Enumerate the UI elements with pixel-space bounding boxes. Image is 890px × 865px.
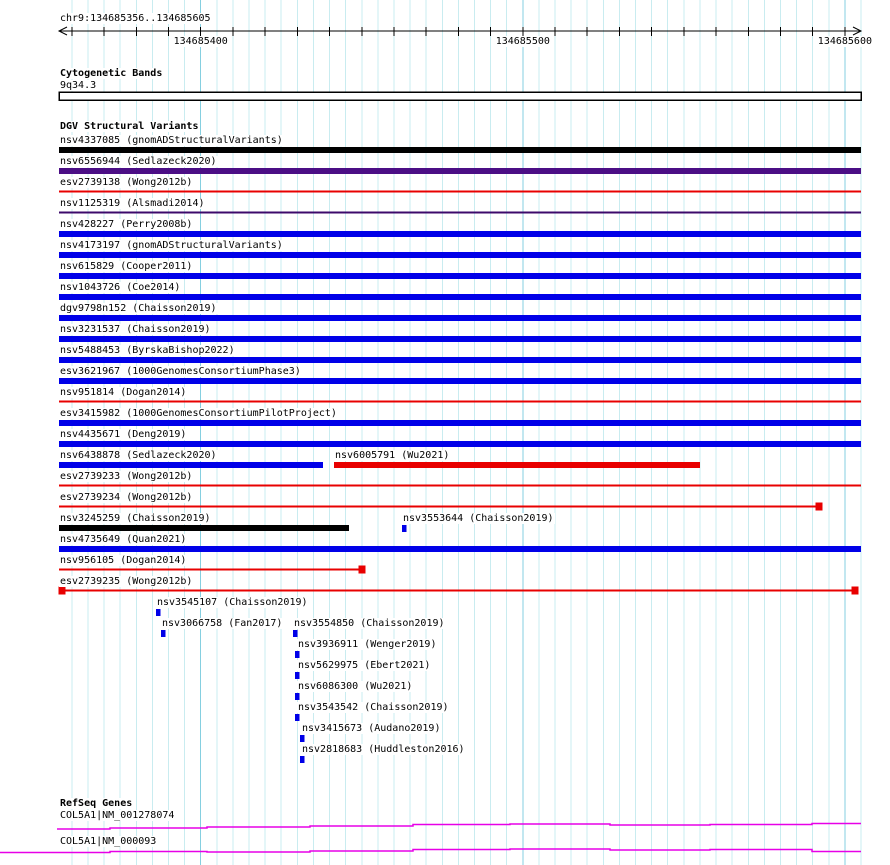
variant-label-nsv4735649: nsv4735649 (Quan2021) bbox=[60, 534, 187, 545]
variant-label-nsv428227: nsv428227 (Perry2008b) bbox=[60, 219, 193, 230]
variant-bar-nsv4735649[interactable] bbox=[59, 546, 861, 552]
variant-bar-nsv6438878[interactable] bbox=[59, 462, 323, 468]
variant-label-esv3621967: esv3621967 (1000GenomesConsortiumPhase3) bbox=[60, 366, 301, 377]
ruler-tick-label-134685600: 134685600 bbox=[817, 36, 872, 47]
variant-bar-nsv428227[interactable] bbox=[59, 231, 861, 237]
variant-label-nsv5488453: nsv5488453 (ByrskaBishop2022) bbox=[60, 345, 235, 356]
variant-bar-nsv4173197[interactable] bbox=[59, 252, 861, 258]
variant-bar-nsv1043726[interactable] bbox=[59, 294, 861, 300]
variant-label-nsv4435671: nsv4435671 (Deng2019) bbox=[60, 429, 187, 440]
variant-label-esv2739138: esv2739138 (Wong2012b) bbox=[60, 177, 193, 188]
variant-label-esv3415982: esv3415982 (1000GenomesConsortiumPilotProject) bbox=[60, 408, 337, 419]
refseq-genes-header: RefSeq Genes bbox=[60, 798, 133, 809]
variant-label-nsv3553644: nsv3553644 (Chaisson2019) bbox=[403, 513, 554, 524]
variant-line-nsv1125319[interactable] bbox=[59, 212, 861, 214]
variant-endcap-esv2739235[interactable] bbox=[852, 587, 859, 595]
variant-label-dgv9798n152: dgv9798n152 (Chaisson2019) bbox=[60, 303, 217, 314]
variant-point-nsv3936911[interactable] bbox=[295, 651, 300, 658]
variant-label-nsv3066758: nsv3066758 (Fan2017) bbox=[162, 618, 283, 629]
ruler-tick-label-134685500: 134685500 bbox=[495, 36, 550, 47]
cytoband-box bbox=[59, 92, 861, 100]
variant-bar-dgv9798n152[interactable] bbox=[59, 315, 861, 321]
variant-startcap-esv2739235[interactable] bbox=[59, 587, 66, 595]
variant-line-esv2739235[interactable] bbox=[62, 590, 855, 592]
variant-line-nsv956105[interactable] bbox=[59, 569, 362, 571]
variant-label-nsv4173197: nsv4173197 (gnomADStructuralVariants) bbox=[60, 240, 283, 251]
variant-label-nsv3543542: nsv3543542 (Chaisson2019) bbox=[298, 702, 449, 713]
variant-label-nsv3545107: nsv3545107 (Chaisson2019) bbox=[157, 597, 308, 608]
variant-label-nsv3936911: nsv3936911 (Wenger2019) bbox=[298, 639, 437, 650]
variant-label-nsv956105: nsv956105 (Dogan2014) bbox=[60, 555, 187, 566]
variant-label-esv2739234: esv2739234 (Wong2012b) bbox=[60, 492, 193, 503]
dgv-structural-variants-header: DGV Structural Variants bbox=[60, 121, 199, 132]
variant-point-nsv3066758[interactable] bbox=[161, 630, 166, 637]
variant-point-nsv3554850[interactable] bbox=[293, 630, 298, 637]
variant-point-nsv6086300[interactable] bbox=[295, 693, 300, 700]
variant-line-nsv951814[interactable] bbox=[59, 401, 861, 403]
variant-label-nsv3231537: nsv3231537 (Chaisson2019) bbox=[60, 324, 211, 335]
variant-line-esv2739234[interactable] bbox=[59, 506, 819, 508]
variant-endcap-esv2739234[interactable] bbox=[816, 503, 823, 511]
variant-point-nsv5629975[interactable] bbox=[295, 672, 300, 679]
variant-label-nsv1125319: nsv1125319 (Alsmadi2014) bbox=[60, 198, 205, 209]
variant-endcap-nsv956105[interactable] bbox=[359, 566, 366, 574]
variant-label-esv2739233: esv2739233 (Wong2012b) bbox=[60, 471, 193, 482]
variant-label-nsv1043726: nsv1043726 (Coe2014) bbox=[60, 282, 181, 293]
variant-bar-nsv5488453[interactable] bbox=[59, 357, 861, 363]
gene-label-col5a1-nm-000093: COL5A1|NM_000093 bbox=[60, 836, 157, 847]
variant-label-nsv2818683: nsv2818683 (Huddleston2016) bbox=[302, 744, 465, 755]
cytogenetic-bands-header: Cytogenetic Bands bbox=[60, 68, 163, 79]
variant-label-nsv3245259: nsv3245259 (Chaisson2019) bbox=[60, 513, 211, 524]
gene-model-nm-001278074[interactable] bbox=[57, 824, 861, 830]
gene-label-col5a1-nm-001278074: COL5A1|NM_001278074 bbox=[60, 810, 175, 821]
variant-label-nsv3554850: nsv3554850 (Chaisson2019) bbox=[294, 618, 445, 629]
variant-bar-nsv4337085[interactable] bbox=[59, 147, 861, 153]
variant-label-nsv6438878: nsv6438878 (Sedlazeck2020) bbox=[60, 450, 217, 461]
variant-label-nsv5629975: nsv5629975 (Ebert2021) bbox=[298, 660, 431, 671]
cytoband-label: 9q34.3 bbox=[60, 80, 97, 91]
variant-point-nsv3543542[interactable] bbox=[295, 714, 300, 721]
variant-point-nsv3545107[interactable] bbox=[156, 609, 161, 616]
variant-line-esv2739233[interactable] bbox=[59, 485, 861, 487]
variant-bar-esv3415982[interactable] bbox=[59, 420, 861, 426]
variant-point-nsv3415673[interactable] bbox=[300, 735, 305, 742]
variant-point-nsv2818683[interactable] bbox=[300, 756, 305, 763]
variant-bar-nsv3231537[interactable] bbox=[59, 336, 861, 342]
variant-bar-nsv615829[interactable] bbox=[59, 273, 861, 279]
ruler-tick-label-134685400: 134685400 bbox=[173, 36, 228, 47]
region-title: chr9:134685356..134685605 bbox=[60, 13, 211, 24]
variant-label-nsv3415673: nsv3415673 (Audano2019) bbox=[302, 723, 441, 734]
variant-bar-esv3621967[interactable] bbox=[59, 378, 861, 384]
variant-bar-nsv4435671[interactable] bbox=[59, 441, 861, 447]
variant-label-nsv6005791: nsv6005791 (Wu2021) bbox=[335, 450, 450, 461]
variant-label-nsv6556944: nsv6556944 (Sedlazeck2020) bbox=[60, 156, 217, 167]
variant-bar-nsv6556944[interactable] bbox=[59, 168, 861, 174]
variant-label-nsv951814: nsv951814 (Dogan2014) bbox=[60, 387, 187, 398]
variant-label-nsv615829: nsv615829 (Cooper2011) bbox=[60, 261, 193, 272]
variant-bar-nsv3245259[interactable] bbox=[59, 525, 349, 531]
variant-bar-nsv6005791[interactable] bbox=[334, 462, 700, 468]
variant-label-nsv4337085: nsv4337085 (gnomADStructuralVariants) bbox=[60, 135, 283, 146]
variant-point-nsv3553644[interactable] bbox=[402, 525, 407, 532]
variant-line-esv2739138[interactable] bbox=[59, 191, 861, 193]
variant-label-nsv6086300: nsv6086300 (Wu2021) bbox=[298, 681, 413, 692]
variant-label-esv2739235: esv2739235 (Wong2012b) bbox=[60, 576, 193, 587]
